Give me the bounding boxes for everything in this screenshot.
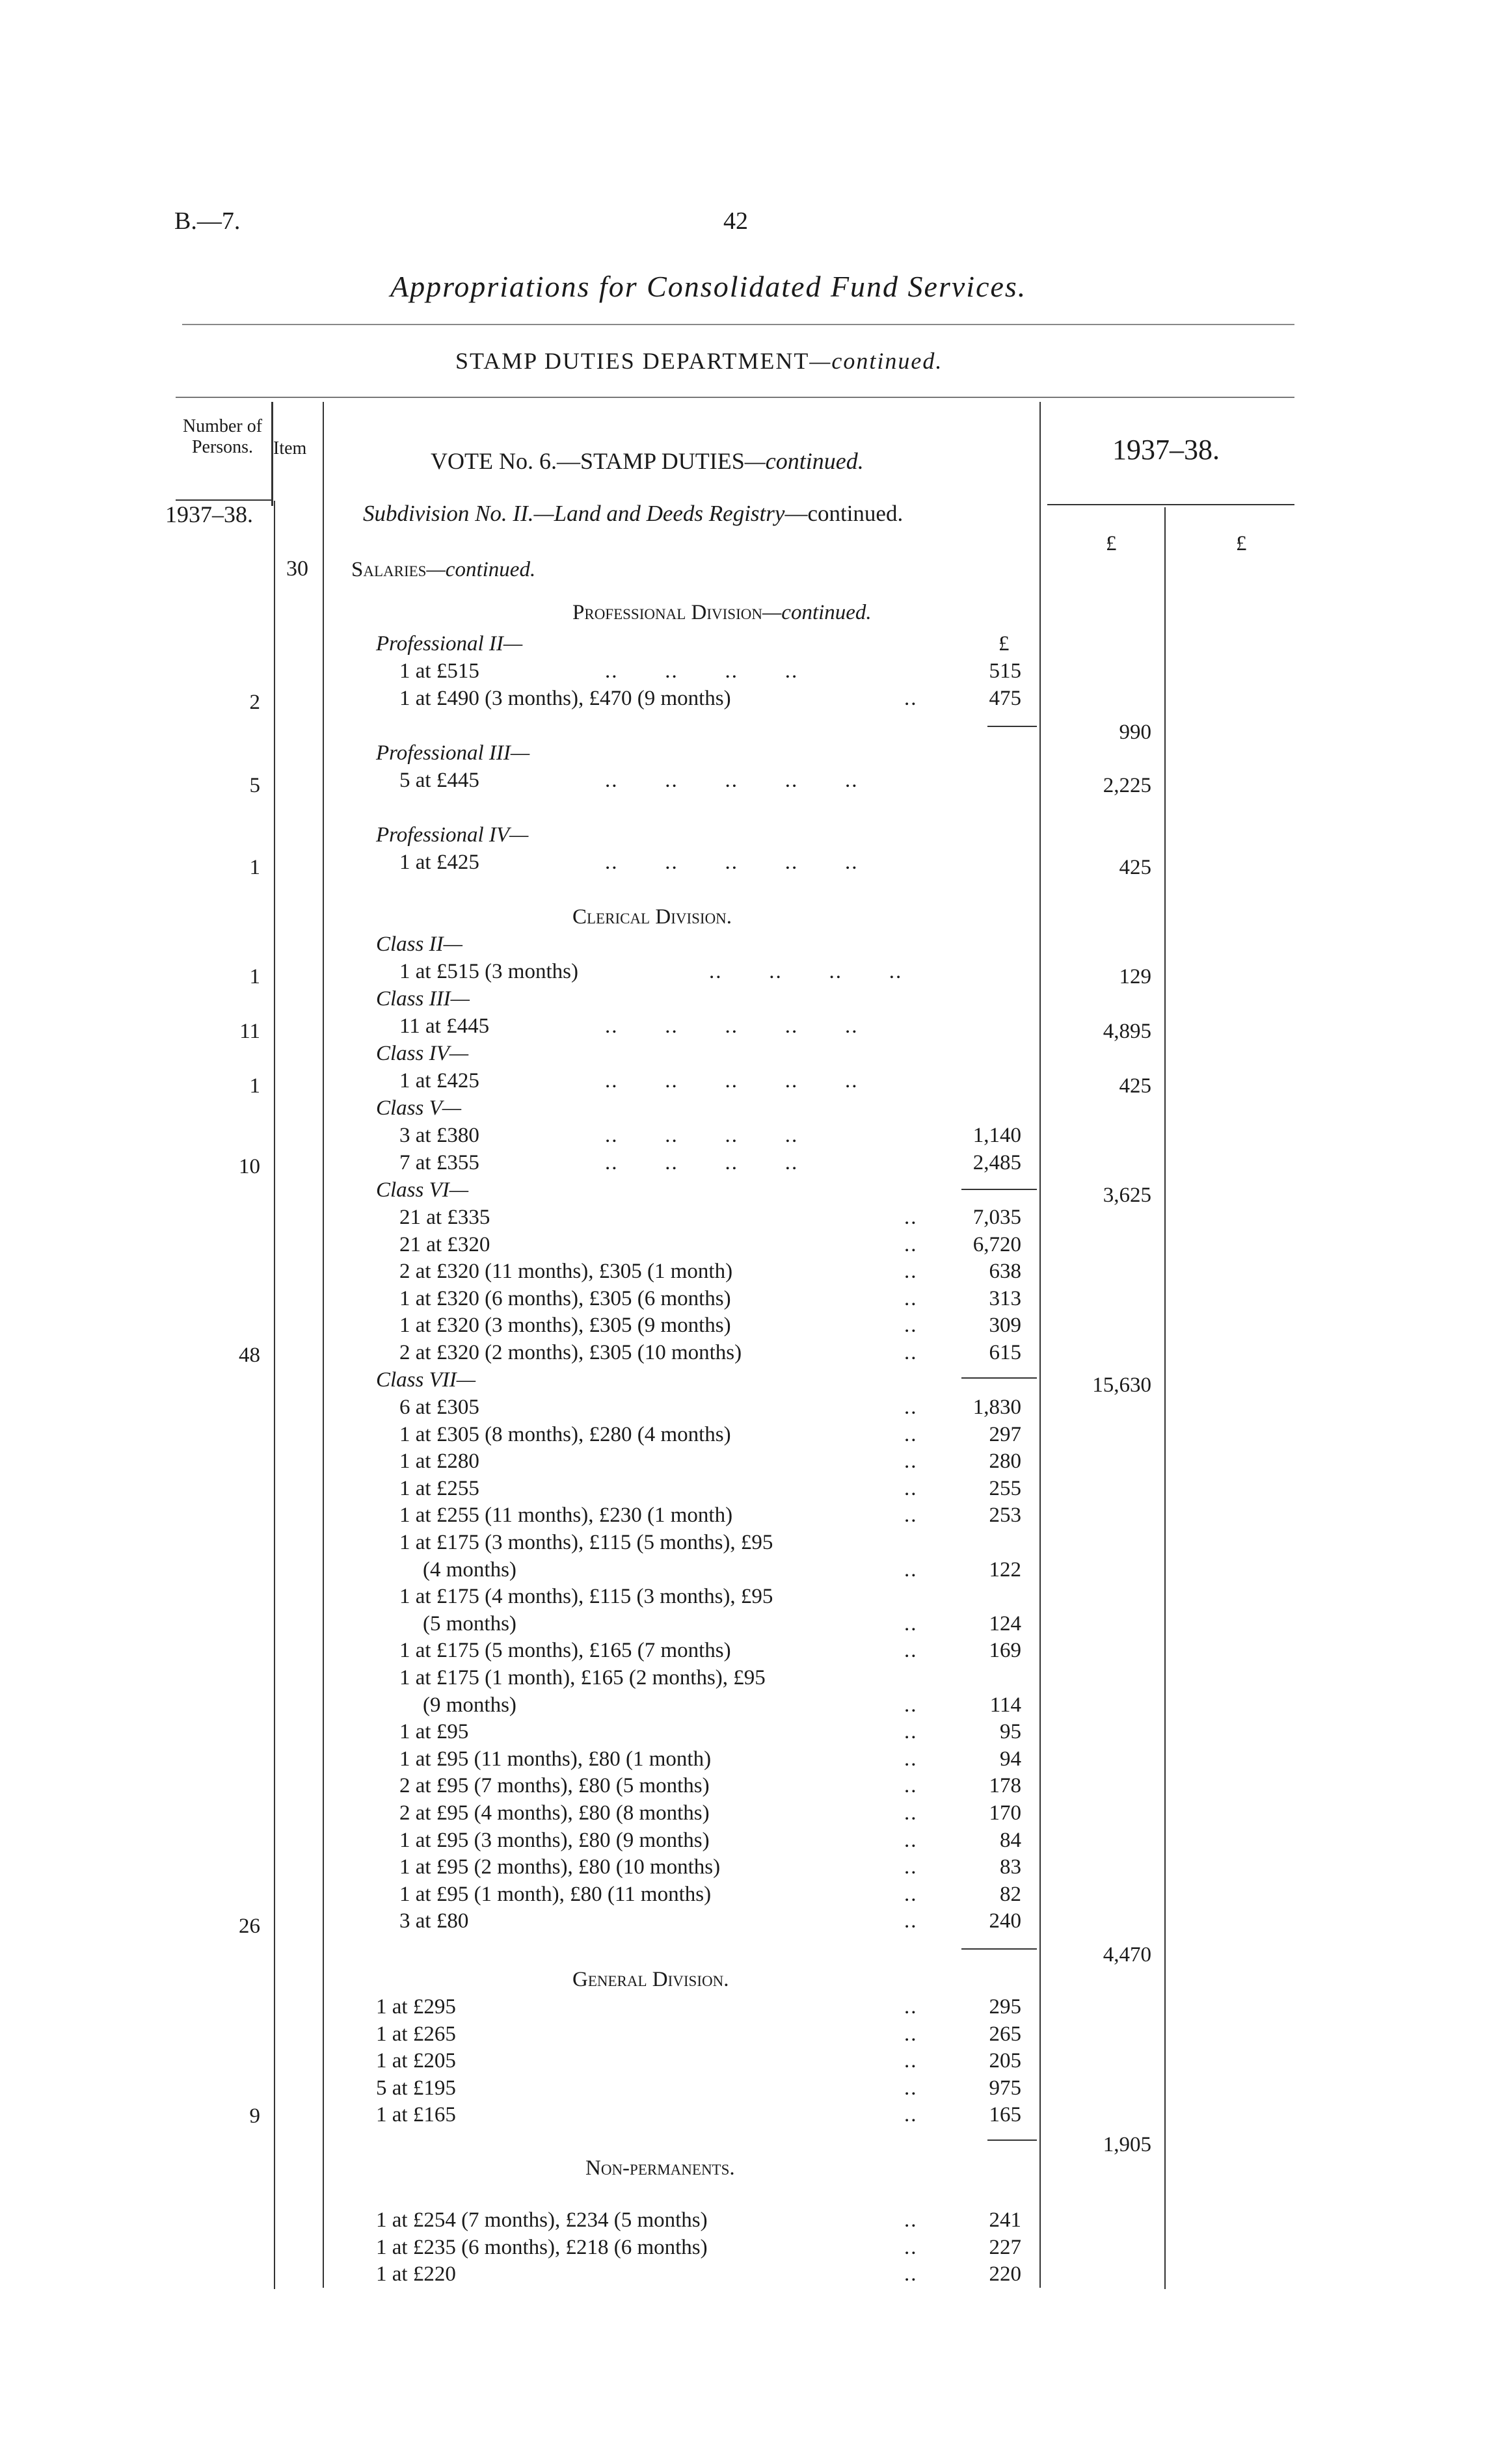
subtotal-rule — [961, 1189, 1037, 1190]
amount: 1,830 — [972, 1396, 1021, 1419]
persons-count: 26 — [239, 1914, 260, 1938]
col-item-header: Item — [273, 438, 307, 458]
leader-dots: .. — [904, 687, 918, 710]
line-desc: 1 at £175 (4 months), £115 (3 months), £95 — [399, 1585, 773, 1609]
class-label: Class VI— — [376, 1178, 469, 1202]
line-desc: 3 at £80 — [399, 1909, 469, 1933]
pound-header-2: £ — [1236, 532, 1247, 555]
persons-count: 11 — [239, 1020, 260, 1043]
prof-division-label: Professional Division — [572, 601, 762, 624]
class-label: Professional III— — [376, 741, 530, 765]
class-label: Class II— — [376, 933, 462, 956]
year-header-left: 1937–38. — [165, 501, 253, 527]
amount: 297 — [989, 1422, 1021, 1446]
divider — [182, 324, 1294, 325]
leader-dots: .. — [904, 1396, 918, 1419]
total-amount: 3,625 — [1103, 1184, 1151, 1207]
leader-dots: .. — [904, 1232, 918, 1256]
leader-dots: .. — [904, 1314, 918, 1338]
line-desc: 1 at £295 — [376, 1995, 456, 2019]
leader-dots: .. .. .. .. — [605, 1151, 799, 1174]
leader-dots: .. — [904, 2076, 918, 2100]
page-title: Appropriations for Consolidated Fund Services. — [390, 270, 1027, 303]
leader-dots: .. .. .. .. .. — [605, 769, 859, 792]
leader-dots: .. .. .. .. — [709, 960, 903, 983]
leader-dots: .. — [904, 1774, 918, 1798]
leader-dots: .. — [904, 2262, 918, 2286]
line-desc: 1 at £425 — [399, 851, 479, 874]
amount: 83 — [1000, 1855, 1021, 1879]
amount: 124 — [989, 1611, 1021, 1636]
subtotal-rule — [961, 1377, 1037, 1379]
amount: 515 — [989, 659, 1021, 683]
amount: 309 — [989, 1314, 1021, 1338]
col-divider — [323, 402, 324, 2288]
amount: 165 — [989, 2103, 1021, 2127]
line-desc: 1 at £305 (8 months), £280 (4 months) — [399, 1422, 731, 1446]
amount: 265 — [989, 2022, 1021, 2046]
salaries-label: Salaries — [351, 558, 427, 581]
class-label: Class III— — [376, 987, 470, 1011]
line-desc: 1 at £175 (5 months), £165 (7 months) — [399, 1639, 731, 1663]
amount: 7,035 — [972, 1206, 1021, 1229]
persons-count: 48 — [239, 1344, 260, 1367]
line-desc: 2 at £320 (2 months), £305 (10 months) — [399, 1341, 742, 1364]
amount: 615 — [989, 1341, 1021, 1364]
persons-count: 1 — [249, 965, 260, 988]
line-desc: (4 months) — [423, 1557, 516, 1582]
amount: 95 — [1000, 1720, 1021, 1744]
line-desc: 1 at £95 (1 month), £80 (11 months) — [399, 1882, 712, 1906]
amount: 170 — [989, 1801, 1021, 1825]
leader-dots: .. — [904, 1341, 918, 1364]
salaries-cont: —continued. — [426, 558, 536, 581]
line-desc: 1 at £254 (7 months), £234 (5 months) — [376, 2208, 708, 2232]
line-desc: 2 at £95 (4 months), £80 (8 months) — [399, 1801, 710, 1825]
class-label: Professional IV— — [376, 823, 529, 847]
general-heading: General Division. — [572, 1968, 729, 1991]
leader-dots: .. — [904, 2103, 918, 2127]
professional-division-heading — [572, 601, 872, 625]
leader-dots: .. — [904, 2049, 918, 2073]
line-desc: 1 at £95 (11 months), £80 (1 month) — [399, 1747, 712, 1771]
department-name: STAMP DUTIES DEPARTMENT — [455, 348, 810, 374]
line-desc: 1 at £235 (6 months), £218 (6 months) — [376, 2235, 708, 2259]
amount: 82 — [1000, 1882, 1021, 1906]
persons-count: 1 — [249, 1074, 260, 1098]
total-amount: 2,225 — [1103, 774, 1151, 797]
line-desc: 1 at £490 (3 months), £470 (9 months) — [399, 687, 731, 710]
line-desc: 1 at £320 (3 months), £305 (9 months) — [399, 1314, 731, 1338]
total-amount: 425 — [1119, 1074, 1151, 1098]
persons-count: 1 — [249, 856, 260, 879]
leader-dots: .. — [904, 1882, 918, 1906]
line-desc: 1 at £425 — [399, 1069, 479, 1093]
leader-dots: .. — [904, 1720, 918, 1744]
leader-dots: .. .. .. .. — [605, 1124, 799, 1147]
line-desc: 1 at £320 (6 months), £305 (6 months) — [399, 1286, 731, 1310]
leader-dots: .. — [904, 1828, 918, 1852]
class-label: Class IV— — [376, 1042, 469, 1065]
line-desc: 1 at £515 — [399, 659, 479, 683]
amount: 1,140 — [972, 1124, 1021, 1147]
department-title — [455, 347, 943, 375]
line-desc: 2 at £95 (7 months), £80 (5 months) — [399, 1774, 710, 1798]
line-desc: 1 at £175 (1 month), £165 (2 months), £95 — [399, 1666, 766, 1689]
amount: 84 — [1000, 1828, 1021, 1852]
table-top-rule — [176, 397, 1294, 398]
amount: 280 — [989, 1450, 1021, 1474]
line-desc: 1 at £95 (2 months), £80 (10 months) — [399, 1855, 721, 1879]
amount: 220 — [989, 2262, 1021, 2286]
leader-dots: .. — [904, 2235, 918, 2259]
leader-dots: .. — [904, 1995, 918, 2019]
leader-dots: .. — [904, 1504, 918, 1528]
subdivision-title — [363, 501, 903, 527]
nonperm-heading: Non-permanents. — [585, 2156, 735, 2180]
pound-header-1: £ — [1106, 532, 1117, 555]
vote-name: VOTE No. 6.—STAMP DUTIES — [431, 448, 745, 474]
page-number: 42 — [723, 207, 748, 235]
persons-count: 2 — [249, 691, 260, 714]
amount: 122 — [989, 1557, 1021, 1582]
class-label: Class V— — [376, 1096, 462, 1120]
leader-dots: .. — [904, 1909, 918, 1933]
amount: 227 — [989, 2235, 1021, 2259]
leader-dots: .. — [904, 1801, 918, 1825]
amount: 169 — [989, 1639, 1021, 1663]
amount: 313 — [989, 1286, 1021, 1310]
line-desc: 3 at £380 — [399, 1124, 479, 1147]
line-desc: 1 at £255 (11 months), £230 (1 month) — [399, 1504, 733, 1528]
total-amount: 1,905 — [1103, 2133, 1151, 2156]
leader-dots: .. — [904, 1206, 918, 1229]
amount: 255 — [989, 1476, 1021, 1500]
header-rule — [1047, 504, 1294, 505]
leader-dots: .. .. .. .. .. — [605, 1014, 859, 1038]
leader-dots: .. — [904, 1422, 918, 1446]
line-desc: 21 at £335 — [399, 1206, 490, 1229]
line-desc: 6 at £305 — [399, 1396, 479, 1419]
line-desc: 1 at £205 — [376, 2049, 456, 2073]
pound-sub-header: £ — [998, 632, 1010, 656]
subdivision-cont: —continued. — [784, 501, 904, 526]
amount: 975 — [989, 2076, 1021, 2100]
persons-count: 9 — [249, 2104, 260, 2128]
amount: 240 — [989, 1909, 1021, 1933]
leader-dots: .. — [904, 1611, 918, 1636]
class-label: Professional II— — [376, 632, 523, 656]
leader-dots: .. .. .. .. .. — [605, 851, 859, 874]
prof-division-cont: —continued. — [762, 601, 872, 624]
clerical-heading: Clerical Division. — [572, 905, 732, 929]
line-desc: 21 at £320 — [399, 1232, 490, 1256]
subdivision-label: Subdivision No. II.—Land and Deeds Registry — [363, 501, 785, 526]
total-amount: 4,470 — [1103, 1943, 1151, 1967]
total-amount: 990 — [1119, 721, 1151, 744]
subtotal-rule — [961, 1948, 1037, 1950]
leader-dots: .. — [904, 2208, 918, 2232]
line-desc: 1 at £255 — [399, 1476, 479, 1500]
leader-dots: .. .. .. .. .. — [605, 1069, 859, 1093]
amount: 94 — [1000, 1747, 1021, 1771]
subtotal-rule — [987, 726, 1037, 727]
col-divider — [1164, 507, 1166, 2289]
leader-dots: .. — [904, 1639, 918, 1663]
amount: 2,485 — [972, 1151, 1021, 1174]
col-divider — [274, 501, 275, 2289]
line-desc: (9 months) — [423, 1693, 516, 1717]
amount: 205 — [989, 2049, 1021, 2073]
vote-title — [431, 447, 864, 475]
leader-dots: .. — [904, 1557, 918, 1582]
subtotal-rule — [987, 2139, 1037, 2141]
line-desc: 1 at £515 (3 months) — [399, 960, 578, 983]
line-desc: 2 at £320 (11 months), £305 (1 month) — [399, 1260, 733, 1284]
leader-dots: .. — [904, 1476, 918, 1500]
line-desc: 5 at £195 — [376, 2076, 456, 2100]
leader-dots: .. — [904, 1450, 918, 1474]
department-cont: —continued. — [809, 348, 943, 374]
class-label: Class VII— — [376, 1368, 476, 1392]
col-divider — [1039, 402, 1041, 2288]
line-desc: 1 at £265 — [376, 2022, 456, 2046]
amount: 475 — [989, 687, 1021, 710]
line-desc: 7 at £355 — [399, 1151, 479, 1174]
line-desc: 1 at £280 — [399, 1450, 479, 1474]
persons-count: 5 — [249, 774, 260, 797]
line-desc: 1 at £220 — [376, 2262, 456, 2286]
total-amount: 4,895 — [1103, 1020, 1151, 1043]
salaries-heading — [351, 558, 535, 582]
leader-dots: .. — [904, 1747, 918, 1771]
line-desc: 11 at £445 — [399, 1014, 490, 1038]
leader-dots: .. — [904, 1260, 918, 1284]
total-amount: 425 — [1119, 856, 1151, 879]
line-desc: 1 at £165 — [376, 2103, 456, 2127]
amount: 295 — [989, 1995, 1021, 2019]
persons-count: 10 — [239, 1155, 260, 1178]
col-persons-header: Number of Persons. — [182, 416, 263, 457]
amount: 6,720 — [972, 1232, 1021, 1256]
year-header-right: 1937–38. — [1112, 434, 1220, 466]
line-desc: 5 at £445 — [399, 769, 479, 792]
amount: 253 — [989, 1504, 1021, 1528]
line-desc: 1 at £95 — [399, 1720, 469, 1744]
amount: 638 — [989, 1260, 1021, 1284]
total-amount: 15,630 — [1092, 1373, 1151, 1397]
leader-dots: .. — [904, 1855, 918, 1879]
amount: 114 — [989, 1693, 1021, 1717]
line-desc: 1 at £175 (3 months), £115 (5 months), £95 — [399, 1531, 773, 1554]
page-ref: B.—7. — [174, 207, 241, 235]
leader-dots: .. — [904, 1693, 918, 1717]
vote-cont: —continued. — [744, 448, 864, 474]
line-desc: 1 at £95 (3 months), £80 (9 months) — [399, 1828, 710, 1852]
leader-dots: .. .. .. .. — [605, 659, 799, 683]
total-amount: 129 — [1119, 965, 1151, 988]
amount: 241 — [989, 2208, 1021, 2232]
leader-dots: .. — [904, 1286, 918, 1310]
item-number: 30 — [286, 557, 308, 581]
amount: 178 — [989, 1774, 1021, 1798]
line-desc: (5 months) — [423, 1611, 516, 1636]
leader-dots: .. — [904, 2022, 918, 2046]
